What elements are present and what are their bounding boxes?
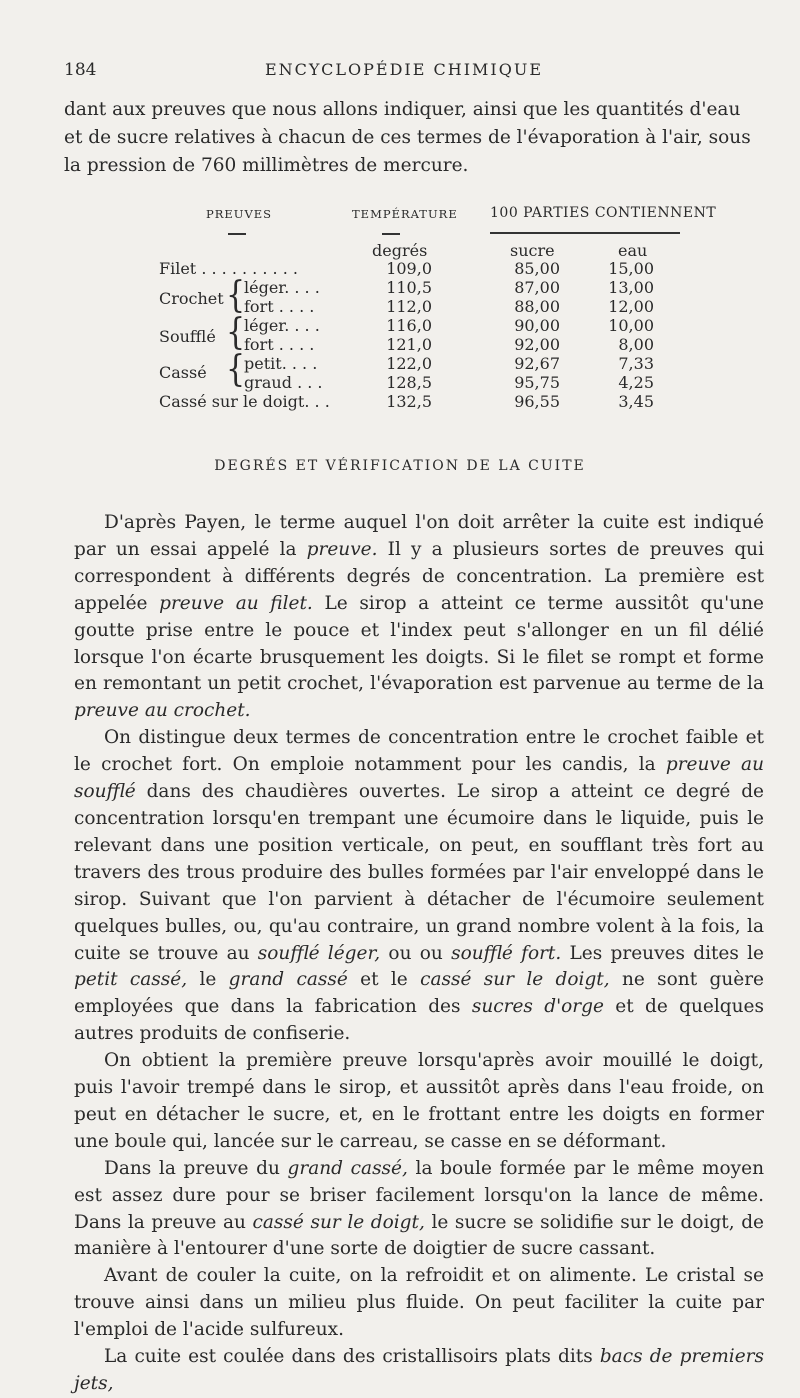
paragraph: Dans la preuve du grand cassé, la boule formée par le même moyen est assez dure pour se briser facilement lorsqu'on la lance de même. Dans la preuve au cassé sur le doigt, le sucre se solidifie sur le doigt, de manière à l'entourer d'une sorte de doigtier de sucre cassant. [74,1157,765,1260]
paragraph: D'après Payen, le terme auquel l'on doit arrêter la cuite est indiqué par un essai appelé la preuve. Il y a plusieurs sortes de preuves qui correspondent à différents degrés de concentration. La première est appelée preuve au filet. Le sirop a atteint ce terme aussitôt qu'une goutte prise entre le pouce et l'index peut s'allonger en un fil délié lorsque l'on écarte brusquement les doigts. Si le filet se rompt et forme en remontant un petit crochet, l'évaporation est parvenue au terme de la preuve au crochet. [74,512,764,722]
row-label: léger. . . . [244,316,320,335]
header-preuves: PREUVES [206,207,273,221]
intro-paragraph: dant aux preuves que nous allons indiquer, ainsi que les quantités d'eau et de sucre relatives à chacun de ces termes de l'évaporation à l'air, sous la pression de 760 millimètres de mercure. [64,99,751,176]
section-title: DEGRÉS ET VÉRIFICATION DE LA CUITE [214,458,586,474]
row-eau: 13,00 [608,278,654,297]
header-dash [228,233,246,235]
row-eau: 7,33 [618,354,654,373]
row-eau: 8,00 [618,335,654,354]
header-parties: 100 PARTIES CONTIENNENT [490,205,717,221]
row-temp: 122,0 [386,354,432,373]
row-temp: 132,5 [386,392,432,411]
row-eau: 12,00 [608,297,654,316]
unit-sucre: sucre [510,241,555,260]
row-temp: 128,5 [386,373,432,392]
header-temperature: TEMPÉRATURE [352,207,458,221]
row-label: fort . . . . [244,335,315,354]
paragraph: On distingue deux termes de concentration entre le crochet faible et le crochet fort. On emploie notamment pour les candis, la preuve au soufflé dans des chaudières ouvertes. Le sirop a atteint ce degré de concentration lorsqu'en trempant une écumoire dans le liquide, puis le relevant dans une position verticale, on peut, en soufflant très fort au travers des trous produire des bulles formées par l'air enveloppé dans le sirop. Suivant que l'on parvient à détacher de l'écumoire seulement quelques bulles, ou, qu'au contraire, un grand nombre volent à la fois, la cuite se trouve au soufflé léger, ou ou soufflé fort. Les preuves dites le petit cassé, le grand cassé et le cassé sur le doigt, ne sont guère employées que dans la fabrication des sucres d'orge et de quelques autres produits de confiserie. [74,727,765,1045]
row-eau: 10,00 [608,316,654,335]
cooking-degrees-table [0,0,800,440]
brace-icon: { [226,274,246,317]
row-label: léger. . . . [244,278,320,297]
header-dash [382,233,400,235]
paragraph: On obtient la première preuve lorsqu'après avoir mouillé le doigt, puis l'avoir trempé dans le sirop, et aussitôt après dans l'eau froide, on peut en détacher le sucre, et, en le frottant entre les doigts en former une boule qui, lancée sur le carreau, se casse en se déformant. [74,1050,764,1152]
row-temp: 109,0 [386,259,432,278]
group-souffle: Soufflé [159,327,216,346]
row-temp: 121,0 [386,335,432,354]
row-sucre: 95,75 [514,373,560,392]
row-sucre: 88,00 [514,297,560,316]
row-sucre: 92,00 [514,335,560,354]
row-sucre: 92,67 [514,354,560,373]
page-number: 184 [64,60,97,80]
brace-icon: { [226,311,246,354]
running-title: ENCYCLOPÉDIE CHIMIQUE [264,60,544,79]
group-crochet: Crochet [159,289,224,308]
header-brace-line [490,232,680,234]
row-label: graud . . . [244,373,323,392]
group-casse: Cassé [159,363,207,382]
row-sucre: 96,55 [514,392,560,411]
row-label: petit. . . . [244,354,318,373]
unit-eau: eau [618,241,648,260]
row-sucre: 87,00 [514,278,560,297]
row-eau: 4,25 [618,373,654,392]
body-text [74,510,764,1398]
row-temp: 112,0 [386,297,432,316]
row-label: fort . . . . [244,297,315,316]
paragraph: Avant de couler la cuite, on la refroidit et on alimente. Le cristal se trouve ainsi dans un milieu plus fluide. On peut faciliter la cuite par l'emploi de l'acide sulfureux. [74,1265,764,1341]
row-sucre: 85,00 [514,259,560,278]
row-eau: 15,00 [608,259,654,278]
row-sucre: 90,00 [514,316,560,335]
row-temp: 110,5 [386,278,432,297]
row-label: Cassé sur le doigt. . . [159,392,330,411]
row-label: Filet . . . . . . . . . . [159,259,298,278]
unit-degres: degrés [372,241,428,260]
row-eau: 3,45 [618,392,654,411]
paragraph: La cuite est coulée dans des cristallisoirs plats dits bacs de premiers jets, [74,1346,764,1394]
row-temp: 116,0 [386,316,432,335]
brace-icon: { [226,348,246,391]
